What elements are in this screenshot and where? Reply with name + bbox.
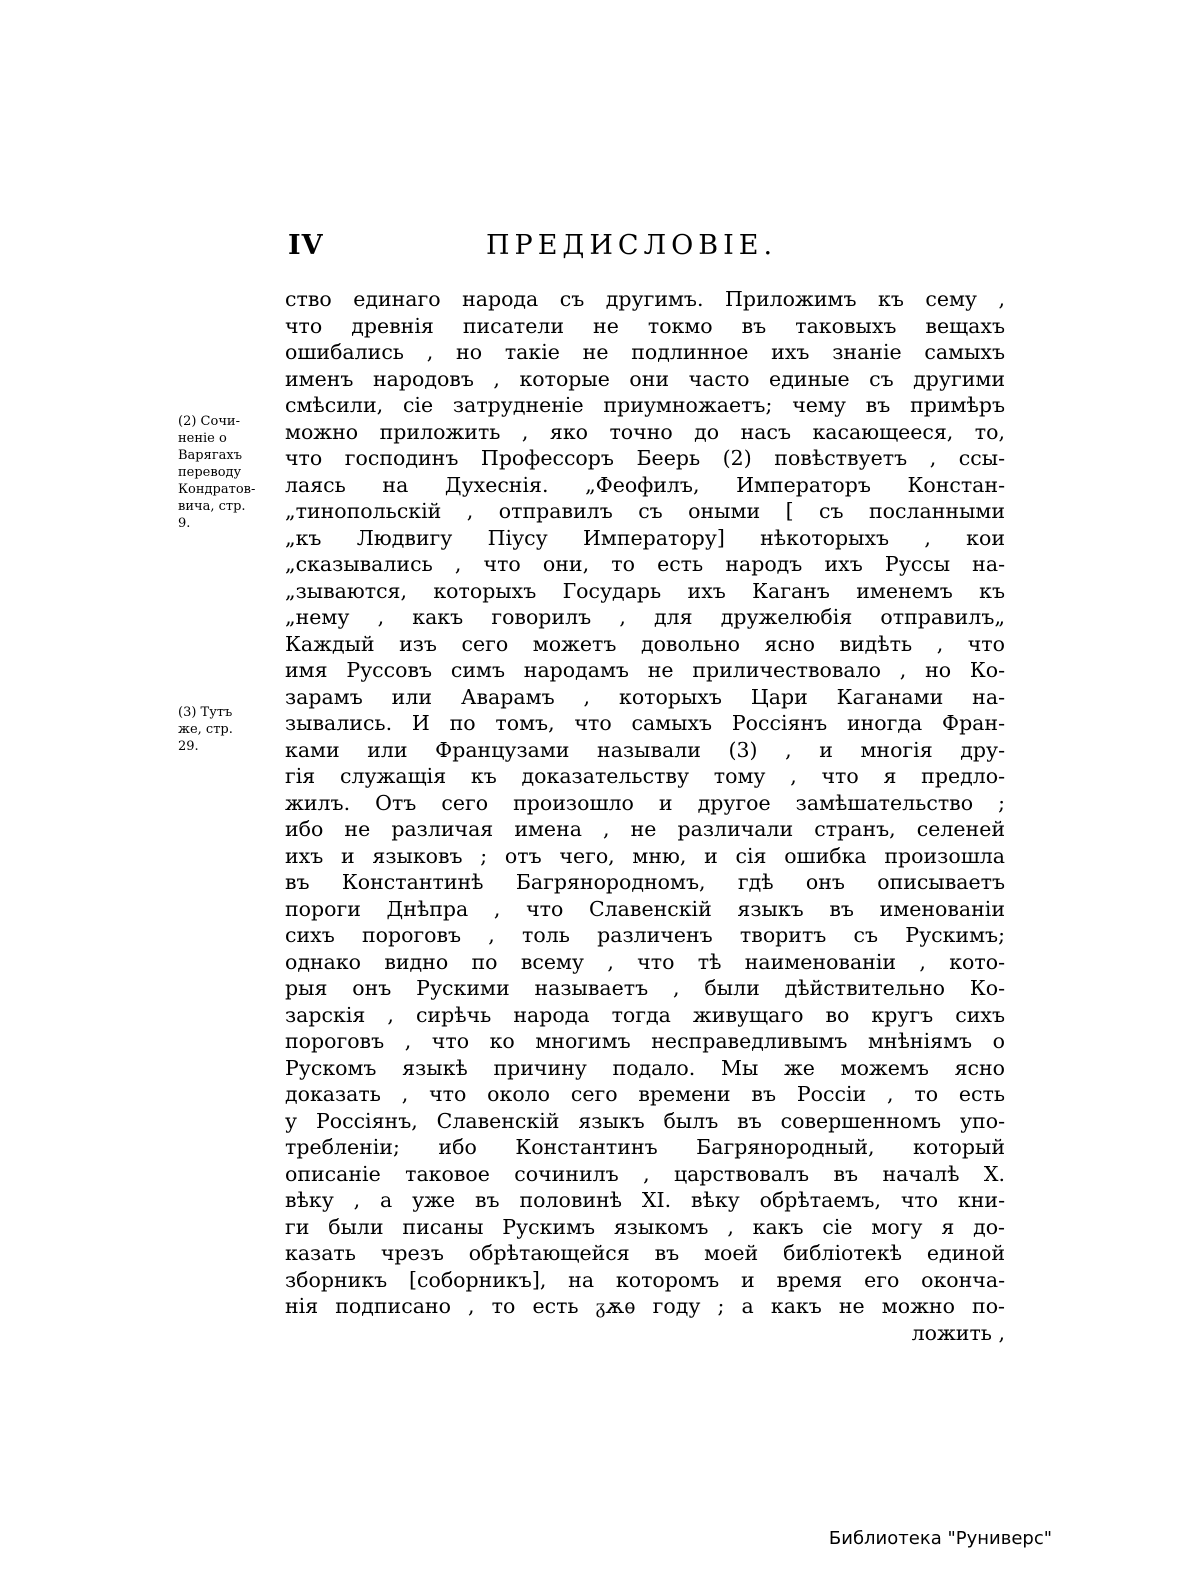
text-line: пороги Днѣпра , что Славенскій языкъ въ именованіи bbox=[285, 896, 1005, 921]
text-line: однако видно по всему , что тѣ наименованіи , кото- bbox=[285, 949, 1005, 974]
text-line: смѣсили, сіе затрудненіе приумножаетъ; чему въ примѣръ bbox=[285, 393, 1005, 417]
text-line: гія служащія къ доказательству тому , что я предло- bbox=[285, 764, 1005, 788]
text-line: доказать , что около сего времени въ Россіи , то есть bbox=[285, 1082, 1005, 1106]
text-line: требленіи; ибо Константинъ Багрянородный, который bbox=[285, 1135, 1005, 1159]
margin-note-3 bbox=[178, 704, 273, 755]
text-line: нія подписано , то есть ᵹѫѳ году ; а какъ не можно по- bbox=[285, 1294, 1005, 1318]
margin-note-line: 9. bbox=[178, 516, 191, 531]
text-line: сихъ пороговъ , толь различенъ творитъ съ Рускимъ; bbox=[285, 923, 1005, 947]
text-line: рыя онъ Рускими называетъ , были дѣйствительно Ко- bbox=[285, 976, 1005, 1000]
text-line: зывались. И по томъ, что самыхъ Россіянъ иногда Фран- bbox=[285, 711, 1005, 735]
library-watermark: Библиотека "Руниверс" bbox=[828, 1528, 1052, 1549]
text-line: зарамъ или Аварамъ , которыхъ Цари Каганами на- bbox=[285, 684, 1005, 709]
text-line: пороговъ , что ко многимъ несправедливымъ мнѣніямъ о bbox=[285, 1029, 1005, 1053]
text-line: жилъ. Отъ сего произошло и другое замѣшательство ; bbox=[285, 790, 1005, 815]
text-line: ство единаго народа съ другимъ. Приложимъ къ сему , bbox=[285, 287, 1005, 311]
text-line: ками или Французами называли (3) , и многія дру- bbox=[285, 737, 1005, 762]
text-line: казать чрезъ обрѣтающейся въ моей библіотекѣ единой bbox=[285, 1241, 1005, 1265]
text-line: ложить , bbox=[911, 1320, 1005, 1345]
text-line: ибо не различая имена , не различали странъ, селеней bbox=[285, 817, 1005, 841]
text-line: вѣку , а уже въ половинѣ XI. вѣку обрѣтаемъ, что кни- bbox=[285, 1188, 1005, 1212]
text-line: ихъ и языковъ ; отъ чего, мню, и сія ошибка произошла bbox=[285, 843, 1005, 868]
text-line: имя Руссовъ симъ народамъ не приличествовало , но Ко- bbox=[285, 658, 1005, 682]
body-text bbox=[285, 286, 1005, 1346]
page-number: IV bbox=[288, 230, 324, 261]
margin-note-line: Кондратов- bbox=[178, 482, 256, 497]
text-line: Каждый изъ сего можетъ довольно ясно видѣть , что bbox=[285, 631, 1005, 656]
text-line: ошибались , но такіе не подлинное ихъ знаніе самыхъ bbox=[285, 340, 1005, 364]
margin-note-line: неніе о bbox=[178, 431, 227, 446]
text-line: „къ Людвигу Пiусу Императору] нѣкоторыхъ , кои bbox=[285, 525, 1005, 550]
margin-note-line: 29. bbox=[178, 739, 199, 754]
text-line: лаясь на Духеснія. „Феофилъ, Императоръ Констан- bbox=[285, 472, 1005, 497]
margin-note-line: же, стр. bbox=[178, 722, 233, 737]
margin-note-line: Варягахъ bbox=[178, 448, 242, 463]
text-line: можно приложить , яко точно до насъ касающееся, то, bbox=[285, 419, 1005, 444]
text-line: Рускомъ языкѣ причину подало. Мы же можемъ ясно bbox=[285, 1055, 1005, 1080]
text-line: именъ народовъ , которые они часто единые съ другими bbox=[285, 366, 1005, 391]
text-line: „сказывались , что они, то есть народъ ихъ Руссы на- bbox=[285, 552, 1005, 576]
text-line: ги были писаны Рускимъ языкомъ , какъ сіе могу я до- bbox=[285, 1214, 1005, 1239]
text-line: „зываются, которыхъ Государь ихъ Каганъ именемъ къ bbox=[285, 578, 1005, 603]
margin-note-line: переводу bbox=[178, 465, 242, 480]
text-line: въ Константинѣ Багрянородномъ, гдѣ онъ описываетъ bbox=[285, 870, 1005, 894]
margin-note-line: вича, стр. bbox=[178, 499, 246, 514]
text-line: что господинъ Профессоръ Беерь (2) повѣствуетъ , ссы- bbox=[285, 446, 1005, 470]
text-line: у Россіянъ, Славенскій языкъ былъ въ совершенномъ упо- bbox=[285, 1108, 1005, 1133]
margin-note-2 bbox=[178, 413, 273, 532]
text-line: зарскія , сирѣчь народа тогда живущаго во кругъ сихъ bbox=[285, 1002, 1005, 1027]
text-line: что древнія писатели не токмо въ таковыхъ вещахъ bbox=[285, 313, 1005, 338]
text-line: описаніе таковое сочинилъ , царствовалъ въ началѣ X. bbox=[285, 1161, 1005, 1186]
margin-note-line: (2) Сочи- bbox=[178, 414, 240, 429]
text-line: „тинопольскій , отправилъ съ оными [ съ посланными bbox=[285, 499, 1005, 523]
text-line: зборникъ [соборникъ], на которомъ и время его оконча- bbox=[285, 1267, 1005, 1292]
running-title: ПРЕДИСЛОВІЕ. bbox=[486, 230, 778, 261]
text-line: „нему , какъ говорилъ , для дружелюбія отправилъ„ bbox=[285, 605, 1005, 629]
margin-note-line: (3) Тутъ bbox=[178, 705, 233, 720]
